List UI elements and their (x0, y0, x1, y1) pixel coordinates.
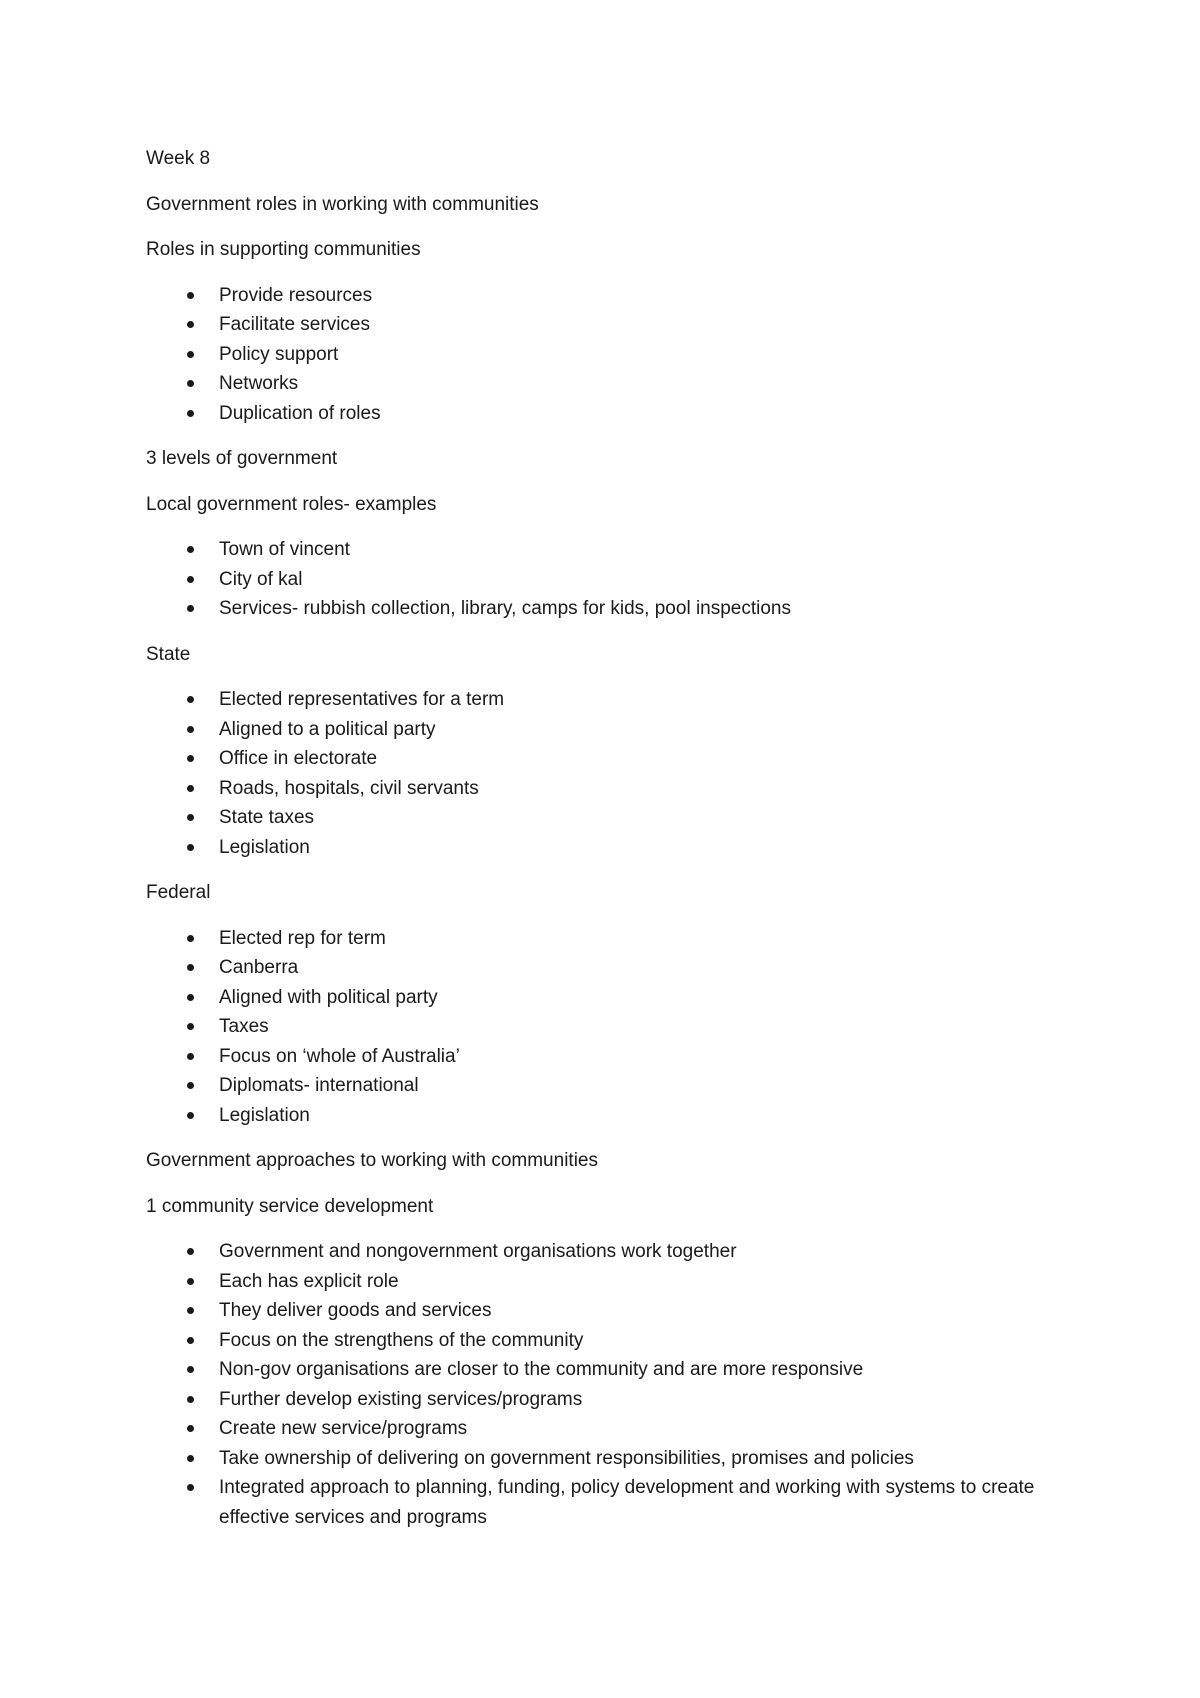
supporting-roles-list (146, 281, 1066, 429)
list-item: Elected rep for term (146, 924, 1066, 954)
list-item: Duplication of roles (146, 399, 1066, 429)
list-item: They deliver goods and services (146, 1296, 1066, 1326)
list-item: Create new service/programs (146, 1414, 1066, 1444)
section-heading: Government approaches to working with communities (146, 1150, 598, 1171)
section-heading: 1 community service development (146, 1195, 434, 1217)
federal-list (146, 924, 1066, 1131)
list-item: Town of vincent (146, 535, 1066, 565)
list-item: Legislation (146, 1101, 1066, 1131)
section-heading: 3 levels of government (146, 448, 338, 469)
list-item: Networks (146, 369, 1066, 399)
list-item: Facilitate services (146, 310, 1066, 340)
section-heading: Local government roles- examples (146, 493, 437, 515)
list-item: Integrated approach to planning, funding, policy development and working with systems to create effective services and programs (146, 1473, 1066, 1532)
list-item: Further develop existing services/programs (146, 1385, 1066, 1415)
section-heading: State (146, 643, 191, 665)
section-heading: Federal (146, 882, 211, 903)
list-item: City of kal (146, 565, 1066, 595)
list-item: Legislation (146, 833, 1066, 863)
list-item: Focus on the strengthens of the community (146, 1326, 1066, 1356)
community-service-list (146, 1237, 1066, 1532)
list-item: Take ownership of delivering on government responsibilities, promises and policies (146, 1444, 1066, 1474)
list-item: Taxes (146, 1012, 1066, 1042)
section-heading: Roles in supporting communities (146, 239, 421, 260)
list-item: Elected representatives for a term (146, 685, 1066, 715)
local-government-list (146, 535, 1066, 624)
list-item: Canberra (146, 953, 1066, 983)
list-item: Roads, hospitals, civil servants (146, 774, 1066, 804)
state-list (146, 685, 1066, 862)
topic-heading: Government roles in working with communities (146, 193, 539, 215)
list-item: State taxes (146, 803, 1066, 833)
list-item: Diplomats- international (146, 1071, 1066, 1101)
list-item: Services- rubbish collection, library, camps for kids, pool inspections (146, 594, 1066, 624)
list-item: Policy support (146, 340, 1066, 370)
list-item: Provide resources (146, 281, 1066, 311)
document-page (146, 144, 1066, 1548)
week-heading: Week 8 (146, 148, 211, 169)
list-item: Government and nongovernment organisations work together (146, 1237, 1066, 1267)
list-item: Office in electorate (146, 744, 1066, 774)
list-item: Focus on ‘whole of Australia’ (146, 1042, 1066, 1072)
list-item: Aligned with political party (146, 983, 1066, 1013)
list-item: Aligned to a political party (146, 715, 1066, 745)
list-item: Non-gov organisations are closer to the community and are more responsive (146, 1355, 1066, 1385)
list-item: Each has explicit role (146, 1267, 1066, 1297)
